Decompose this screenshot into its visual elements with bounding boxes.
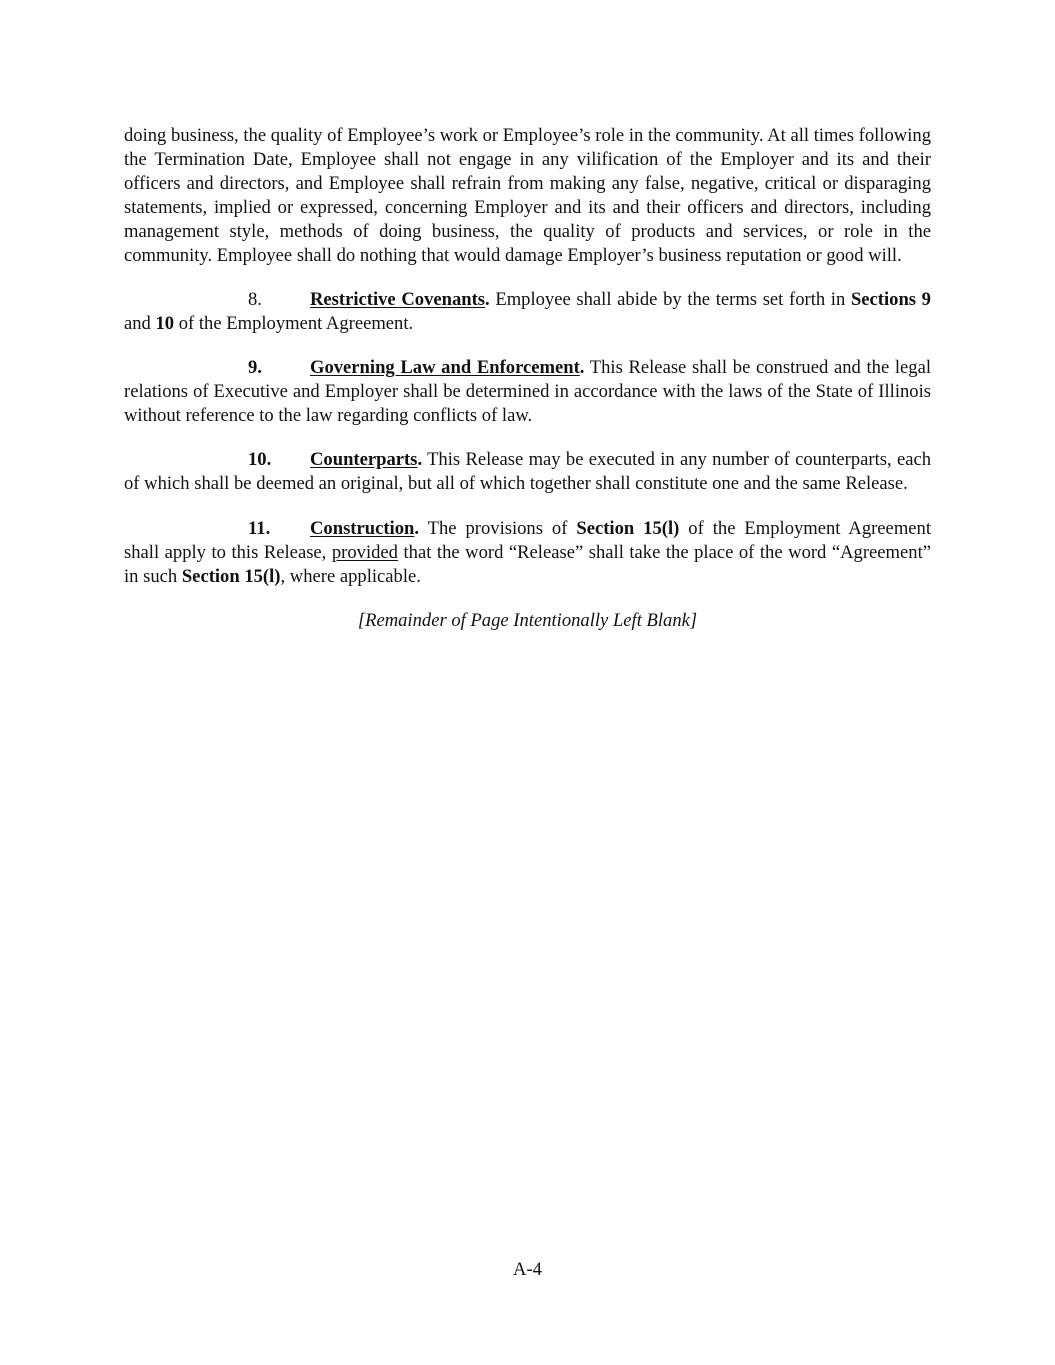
- section-8-text-2: and: [124, 312, 156, 334]
- section-11-number: 11.: [248, 517, 271, 539]
- continuation-paragraph: doing business, the quality of Employee’s work or Employee’s role in the community. At all times following the Termination Date, Employee shall not engage in any vilification of the Employer and its and their officers and directors, and Employee shall refrain from making any false, negative, critical or disparaging statements, implied or expressed, concerning Employer and its and their officers and directors, including management style, methods of doing business, the quality of products and services, or role in the community. Employee shall do nothing that would damage Employer’s business reputation or good will.: [124, 125, 931, 266]
- section-8-title: Restrictive Covenants: [310, 288, 486, 310]
- section-11-paragraph: [124, 517, 931, 589]
- section-11-text-4: , where applicable.: [280, 565, 421, 587]
- document-page: [124, 124, 931, 652]
- section-8-text-1: Employee shall abide by the terms set forth in: [489, 288, 851, 310]
- section-9-paragraph: [124, 356, 931, 428]
- section-8-number: 8.: [248, 288, 262, 310]
- section-8-ref-2: 10: [155, 312, 175, 334]
- section-10-title-dot: .: [417, 449, 423, 471]
- section-10-title: Counterparts: [310, 449, 418, 471]
- section-9-title-dot: .: [579, 357, 585, 379]
- section-11-text-1: The provisions of: [419, 517, 577, 539]
- section-11-text-2: of the Employment Agreement shall apply to this Release,: [124, 517, 931, 563]
- section-11-title: Construction: [310, 517, 415, 539]
- section-8-title-dot: .: [485, 288, 490, 310]
- section-9-title: Governing Law and Enforcement: [310, 357, 580, 379]
- section-11-ref-2: Section 15(l): [181, 565, 281, 587]
- page-number: A-4: [513, 1259, 542, 1280]
- section-11-text-3: that the word “Release” shall take the place of the word “Agreement” in such: [124, 541, 931, 587]
- remainder-note: [Remainder of Page Intentionally Left Blank]: [357, 610, 698, 631]
- section-8-text-3: of the Employment Agreement.: [174, 312, 414, 334]
- section-9-text-1: This Release shall be construed and the legal relations of Executive and Employer shall be determined in accordance with the laws of the State of Illinois without reference to the law regarding conflicts of law.: [124, 357, 931, 427]
- section-11-provided: provided: [331, 541, 398, 563]
- section-10-paragraph: [124, 448, 931, 496]
- section-10-text-1: This Release may be executed in any number of counterparts, each of which shall be deemed an original, but all of which together shall constitute one and the same Release.: [124, 449, 931, 495]
- section-8-paragraph: [124, 288, 931, 336]
- section-11-ref-1: Section 15(l): [576, 517, 680, 539]
- section-9-number: 9.: [248, 357, 262, 379]
- section-10-number: 10.: [248, 449, 272, 471]
- section-11-title-dot: .: [414, 517, 419, 539]
- section-8-ref-1: Sections 9: [850, 288, 931, 310]
